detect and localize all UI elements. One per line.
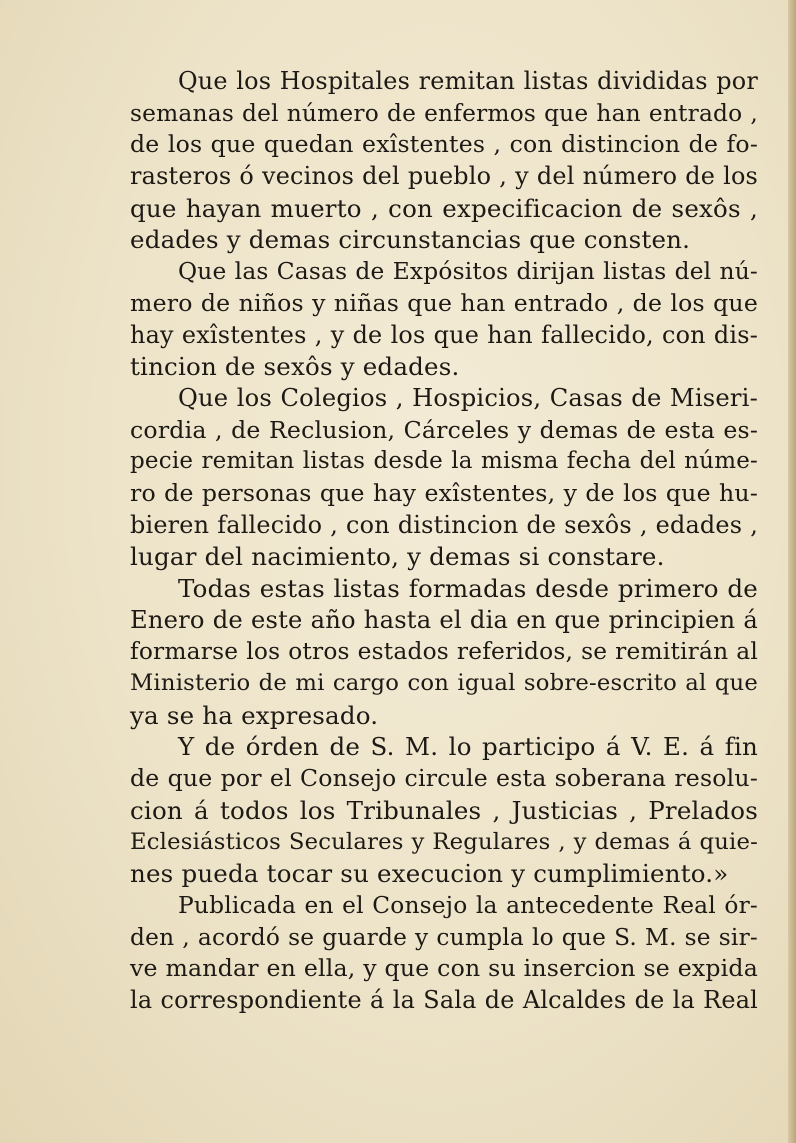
text-line: formarse los otros estados referidos, se remitirán al [130, 638, 758, 666]
text-line: Y de órden de S. M. lo participo á V. E. á fin [178, 732, 758, 762]
text-line: ve mandar en ella, y que con su insercion se expida [130, 954, 758, 983]
text-line: Publicada en el Consejo la antecedente Real ór- [178, 891, 758, 919]
page-edge [788, 0, 796, 1143]
text-line: cion á todos los Tribunales , Justicias , Prelados [130, 795, 758, 825]
text-line: mero de niños y niñas que han entrado , de los que [130, 288, 758, 317]
text-line: nes pueda tocar su execucion y cumplimiento.» [130, 859, 729, 889]
text-line: lugar del nacimiento, y demas si constare. [130, 542, 665, 572]
text-line: de los que quedan exîstentes , con distincion de fo- [130, 130, 758, 159]
text-line: ya se ha expresado. [130, 700, 379, 730]
text-line: que hayan muerto , con expecificacion de sexôs , [130, 193, 758, 223]
text-line: semanas del número de enfermos que han entrado , [130, 99, 758, 127]
text-line: edades y demas circunstancias que consten. [130, 225, 691, 255]
text-line: de que por el Consejo circule esta soberana resolu- [130, 764, 758, 793]
text-line: hay exîstentes , y de los que han fallecido, con dis- [130, 320, 758, 349]
text-line: Que los Colegios , Hospicios, Casas de Miseri- [178, 383, 758, 412]
text-line: den , acordó se guarde y cumpla lo que S. M. se sir- [130, 923, 758, 951]
text-line: ro de personas que hay exîstentes, y de los que hu- [130, 478, 758, 507]
body-text [130, 66, 758, 1017]
text-line: cordia , de Reclusion, Cárceles y demas de esta es- [130, 415, 758, 444]
text-line: rasteros ó vecinos del pueblo , y del número de los [130, 162, 758, 191]
text-line: la correspondiente á la Sala de Alcaldes de la Real [130, 985, 758, 1014]
text-line: bieren fallecido , con distincion de sexôs , edades , [130, 510, 758, 539]
text-line: Que las Casas de Expósitos dirijan listas del nú- [178, 258, 758, 286]
text-line: Eclesiásticos Seculares y Regulares , y demas á quie- [130, 828, 758, 855]
text-line: tincion de sexôs y edades. [130, 352, 460, 382]
text-line: Enero de este año hasta el dia en que principien á [130, 605, 758, 634]
text-line: pecie remitan listas desde la misma fecha del núme- [130, 448, 758, 475]
text-line: Ministerio de mi cargo con igual sobre-escrito al que [130, 670, 758, 697]
text-line: Que los Hospitales remitan listas divididas por [178, 67, 758, 95]
text-line: Todas estas listas formadas desde primero de [178, 574, 758, 603]
